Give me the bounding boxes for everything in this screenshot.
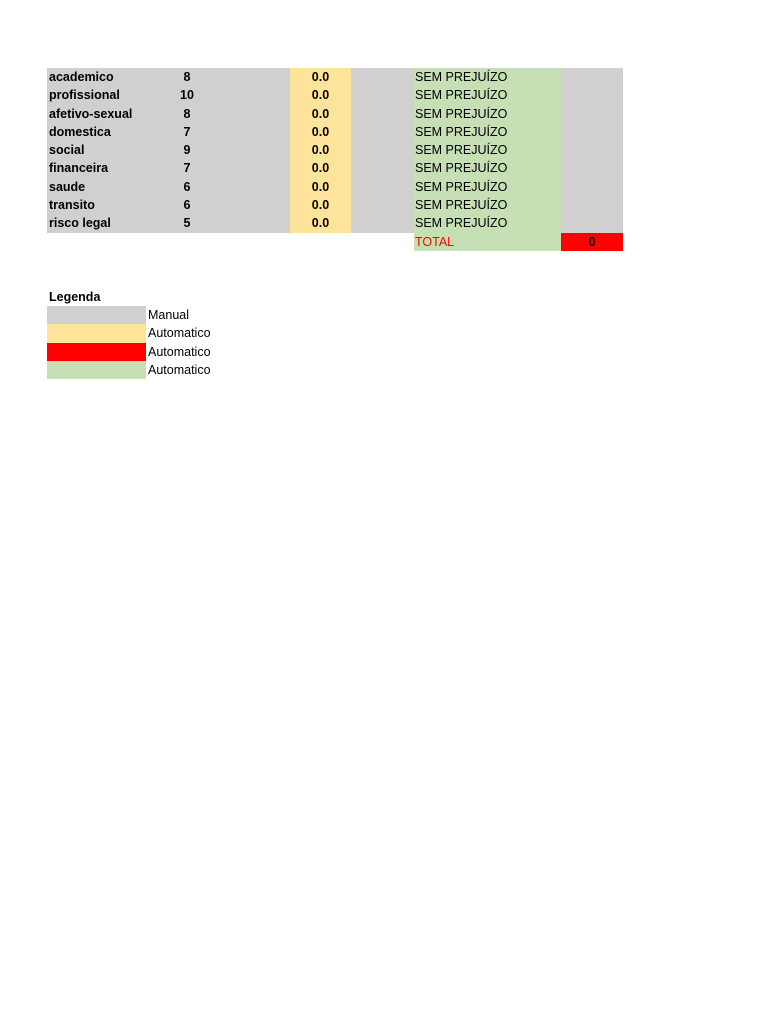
row-empty-cell[interactable]: [351, 141, 414, 159]
row-empty-cell[interactable]: [351, 86, 414, 104]
row-score[interactable]: 0.0: [290, 105, 351, 123]
row-label: academico: [49, 70, 114, 84]
row-label: transito: [49, 198, 95, 213]
legend-swatch-manual: [47, 306, 146, 324]
row-empty-cell[interactable]: [351, 123, 414, 141]
table-row: [47, 178, 623, 196]
row-value[interactable]: 9: [183, 143, 191, 158]
row-value[interactable]: 8: [183, 106, 191, 121]
row-status[interactable]: SEM PREJUÍZO: [414, 123, 561, 141]
row-empty-cell[interactable]: [561, 159, 623, 177]
legend: [47, 288, 247, 379]
row-empty-cell[interactable]: [561, 68, 623, 86]
table-row: [47, 141, 623, 159]
row-status[interactable]: SEM PREJUÍZO: [414, 159, 561, 177]
row-empty-cell[interactable]: [561, 178, 623, 196]
row-label: afetivo-sexual: [49, 106, 133, 121]
legend-swatch-auto-red: [47, 343, 146, 361]
row-value[interactable]: 8: [183, 70, 191, 84]
row-value[interactable]: 7: [183, 124, 191, 139]
row-score[interactable]: 0.0: [290, 159, 351, 177]
row-empty-cell[interactable]: [561, 214, 623, 232]
legend-item: [47, 306, 247, 324]
row-empty-cell[interactable]: [561, 123, 623, 141]
row-empty-cell[interactable]: [351, 105, 414, 123]
row-score[interactable]: 0.0: [290, 86, 351, 104]
row-status[interactable]: SEM PREJUÍZO: [414, 68, 561, 86]
legend-title: Legenda: [49, 290, 101, 304]
row-score[interactable]: 0.0: [290, 214, 351, 232]
row-score[interactable]: 0.0: [290, 141, 351, 159]
table-row: [47, 68, 623, 86]
data-table: [47, 68, 623, 251]
row-label: risco legal: [49, 216, 111, 231]
legend-swatch-auto-yellow: [47, 324, 146, 342]
row-empty-cell[interactable]: [351, 159, 414, 177]
row-status[interactable]: SEM PREJUÍZO: [414, 141, 561, 159]
row-value[interactable]: 7: [183, 161, 191, 176]
table-row: [47, 105, 623, 123]
row-label: financeira: [49, 161, 109, 176]
total-value[interactable]: 0: [561, 233, 623, 251]
legend-label: Manual: [148, 308, 189, 322]
table-row: [47, 214, 623, 232]
row-status[interactable]: SEM PREJUÍZO: [414, 105, 561, 123]
legend-label: Automatico: [148, 326, 211, 341]
legend-item: [47, 324, 247, 342]
row-empty-cell[interactable]: [351, 178, 414, 196]
row-label: saude: [49, 179, 86, 194]
table-row: [47, 159, 623, 177]
row-label: social: [49, 143, 85, 158]
legend-swatch-auto-green: [47, 361, 146, 379]
row-status[interactable]: SEM PREJUÍZO: [414, 196, 561, 214]
row-empty-cell[interactable]: [561, 105, 623, 123]
row-score[interactable]: 0.0: [290, 68, 351, 86]
row-empty-cell[interactable]: [561, 86, 623, 104]
row-value[interactable]: 10: [180, 88, 194, 103]
row-label: profissional: [49, 88, 120, 103]
table-row: [47, 123, 623, 141]
row-status[interactable]: SEM PREJUÍZO: [414, 86, 561, 104]
total-label[interactable]: TOTAL: [414, 233, 561, 251]
legend-label: Automatico: [148, 344, 211, 359]
row-score[interactable]: 0.0: [290, 196, 351, 214]
row-score[interactable]: 0.0: [290, 178, 351, 196]
legend-item: [47, 343, 247, 361]
row-empty-cell[interactable]: [351, 68, 414, 86]
legend-item: [47, 361, 247, 379]
row-value[interactable]: 5: [183, 216, 191, 231]
table-row: [47, 196, 623, 214]
row-empty-cell[interactable]: [561, 141, 623, 159]
row-empty-cell[interactable]: [561, 196, 623, 214]
row-empty-cell[interactable]: [351, 214, 414, 232]
row-label: domestica: [49, 124, 111, 139]
row-status[interactable]: SEM PREJUÍZO: [414, 214, 561, 232]
row-status[interactable]: SEM PREJUÍZO: [414, 178, 561, 196]
row-empty-cell[interactable]: [351, 196, 414, 214]
row-value[interactable]: 6: [183, 198, 191, 213]
row-score[interactable]: 0.0: [290, 123, 351, 141]
table-row: [47, 86, 623, 104]
total-row: [47, 233, 623, 251]
row-value[interactable]: 6: [183, 179, 191, 194]
legend-label: Automatico: [148, 362, 211, 377]
